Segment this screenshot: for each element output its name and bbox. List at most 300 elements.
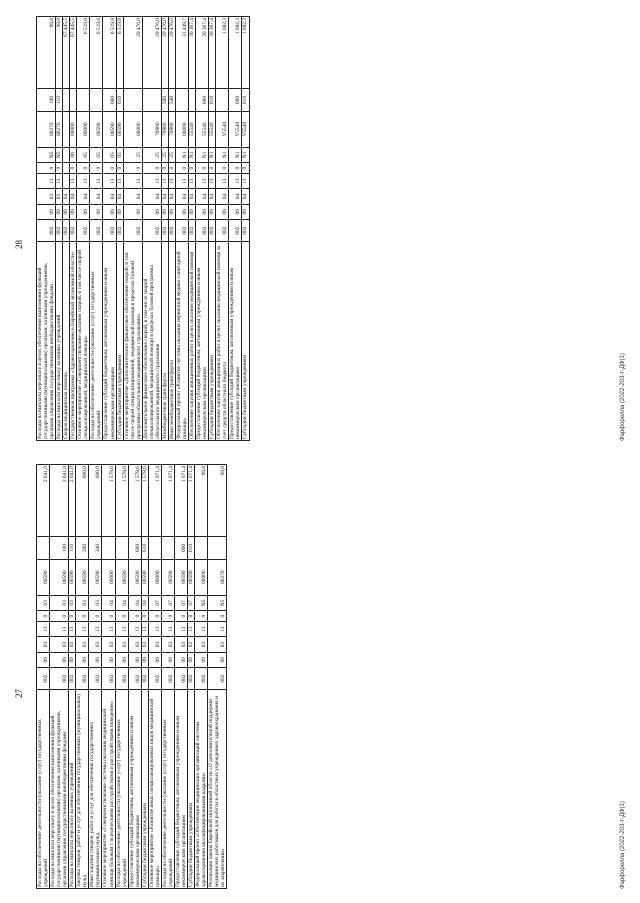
table-row — [189, 17, 196, 441]
admin-code: 002 — [189, 219, 196, 241]
subsection-code: 03 — [37, 637, 50, 652]
expense-type-code: 110 — [56, 89, 63, 111]
row-name: Федеральный проект «Обеспечение медицинских организаций системы здравоохранения квалифицированными кадрами» — [195, 690, 208, 889]
expense-type-code — [148, 537, 161, 559]
event-code: 04 — [141, 595, 148, 610]
subprogram-code: 0 — [50, 611, 69, 622]
subprogram-code: 0 — [77, 163, 90, 174]
program-code: 13 — [50, 622, 69, 637]
program-code: 13 — [161, 622, 174, 637]
row-name: Предоставление субсидий бюджетным, автономным учреждениям и иным некоммерческим организациям — [196, 242, 209, 441]
subprogram-code: 0 — [76, 611, 89, 622]
table-row — [209, 17, 216, 441]
expense-type-code — [70, 89, 77, 111]
subsection-code: 03 — [188, 637, 195, 652]
subprogram-code: 0 — [128, 611, 141, 622]
subsection-code: 04 — [168, 189, 175, 204]
admin-code: 002 — [37, 667, 50, 689]
section-code: 09 — [37, 204, 56, 219]
subprogram-code: 0 — [69, 611, 76, 622]
event-code: N1 — [209, 147, 216, 162]
row-name: Дополнительное финансовое обеспечение скорой, в том числе скорой специализированной, медицинской помощи в пределах базовой программы обязательного медицинского страхования — [142, 242, 161, 441]
program-code: 13 — [174, 622, 187, 637]
section-code: 09 — [89, 652, 102, 667]
direction-code: 00000 — [123, 111, 142, 147]
amount: 2 641,0 — [37, 465, 50, 537]
row-name: Расходы на обеспечение деятельности (оказание услуг) государственных учреждений — [161, 690, 174, 889]
event-code: 25 — [142, 147, 161, 162]
row-name: Предоставление субсидий бюджетным, автономным учреждениям и иным некоммерческим организациям — [103, 242, 116, 441]
section-code: 09 — [116, 204, 123, 219]
expense-type-code — [77, 89, 90, 111]
expense-type-code — [161, 537, 174, 559]
row-name: Предоставление субсидий бюджетным, автономным учреждениям и иным некоммерческим организациям — [229, 242, 242, 441]
table-row — [115, 465, 128, 889]
program-code: 13 — [115, 622, 128, 637]
admin-code: 002 — [123, 219, 142, 241]
program-code: 13 — [77, 174, 90, 189]
event-code: N1 — [175, 147, 188, 162]
subprogram-code: 0 — [103, 163, 116, 174]
expense-type-code: 600 — [196, 89, 209, 111]
admin-code: 002 — [175, 219, 188, 241]
table-row — [195, 465, 208, 889]
event-code: N1 — [196, 147, 209, 162]
subprogram-code: 0 — [141, 611, 148, 622]
subprogram-code: 0 — [102, 611, 115, 622]
row-name: Иные межбюджетные трансферты — [168, 242, 175, 441]
program-code: 13 — [216, 174, 229, 189]
program-code: 13 — [168, 174, 175, 189]
table-row — [142, 17, 161, 441]
direction-code: 00590 — [116, 111, 123, 147]
subprogram-code — [63, 163, 70, 174]
event-code: N5 — [208, 595, 227, 610]
expense-type-code — [90, 89, 103, 111]
program-code: 13 — [116, 174, 123, 189]
amount: 1 082,3 — [229, 17, 242, 89]
program-code: 13 — [76, 622, 89, 637]
expense-type-code: 610 — [242, 89, 249, 111]
admin-code: 002 — [115, 667, 128, 689]
row-name: Скорая медицинская помощь — [63, 242, 70, 441]
event-code: 07 — [174, 595, 187, 610]
section-code: 09 — [77, 204, 90, 219]
table-row — [196, 17, 209, 441]
subprogram-code: 0 — [37, 611, 50, 622]
direction-code: 70960 — [142, 111, 161, 147]
table-row — [229, 17, 242, 441]
admin-code: 002 — [89, 667, 102, 689]
admin-code: 002 — [90, 219, 103, 241]
expense-type-code: 610 — [188, 537, 195, 559]
admin-code: 002 — [216, 219, 229, 241]
table-row — [161, 17, 168, 441]
program-code: 13 — [229, 174, 242, 189]
admin-code: 002 — [229, 219, 242, 241]
direction-code: 00000 — [77, 111, 90, 147]
row-name: Основное мероприятие «Развитие иных специализированных видов медицинской помощи» — [148, 690, 161, 889]
expense-type-code: 600 — [174, 537, 187, 559]
amount: 1 071,4 — [188, 465, 195, 537]
amount: 30 367,4 — [209, 17, 216, 89]
event-code: 05 — [90, 147, 103, 162]
program-code: 13 — [189, 174, 196, 189]
amount: 1 082,3 — [242, 17, 249, 89]
section-code: 09 — [70, 204, 77, 219]
event-code — [63, 147, 70, 162]
table-row — [174, 465, 187, 889]
event-code: 07 — [161, 595, 174, 610]
direction-code: 70960 — [168, 111, 175, 147]
direction-code: 00590 — [103, 111, 116, 147]
program-code: 13 — [37, 622, 50, 637]
amount: 1 578,6 — [141, 465, 148, 537]
program-code: 13 — [103, 174, 116, 189]
subsection-code: 03 — [102, 637, 115, 652]
admin-code: 002 — [208, 667, 227, 689]
amount: 1 082,3 — [216, 17, 229, 89]
table-row — [148, 465, 161, 889]
amount: 6 519,8 — [116, 17, 123, 89]
subsection-code: 04 — [142, 189, 161, 204]
direction-code: 00590 — [89, 559, 102, 595]
direction-code: 00590 — [161, 559, 174, 595]
expense-type-code: 600 — [103, 89, 116, 111]
direction-code: 86270 — [37, 111, 56, 147]
row-name: Субсидии бюджетным учреждениям — [242, 242, 249, 441]
section-code: 09 — [188, 652, 195, 667]
row-name: Иные закупки товаров, работ и услуг для обеспечения государственных (муниципальных) нужд — [89, 690, 102, 889]
subprogram-code: 0 — [175, 163, 188, 174]
admin-code: 002 — [116, 219, 123, 241]
direction-code: 70960 — [161, 111, 168, 147]
subprogram-code: 0 — [189, 163, 196, 174]
section-code: 09 — [209, 204, 216, 219]
subsection-code: 04 — [175, 189, 188, 204]
event-code: N1 — [229, 147, 242, 162]
subprogram-code: 0 — [37, 163, 56, 174]
program-code: 13 — [128, 622, 141, 637]
admin-code: 002 — [168, 219, 175, 241]
subprogram-code: 0 — [123, 163, 142, 174]
event-code: 05 — [116, 147, 123, 162]
subsection-code: 03 — [161, 637, 174, 652]
table-row — [188, 465, 195, 889]
subsection-code: 03 — [50, 637, 69, 652]
direction-code: 86270 — [208, 559, 227, 595]
subsection-code: 03 — [141, 637, 148, 652]
event-code: 04 — [115, 595, 128, 610]
program-code: 13 — [209, 174, 216, 189]
event-code: 25 — [168, 147, 175, 162]
table-row — [50, 465, 69, 889]
direction-code: 55540 — [196, 111, 209, 147]
direction-code: 00590 — [174, 559, 187, 595]
amount: 30 367,4 — [196, 17, 209, 89]
event-code: N5 — [195, 595, 208, 610]
section-code: 09 — [128, 652, 141, 667]
amount: 1 578,6 — [102, 465, 115, 537]
subsection-code: 04 — [90, 189, 103, 204]
amount: 31 449,7 — [175, 17, 188, 89]
admin-code: 002 — [102, 667, 115, 689]
event-code: 00 — [70, 147, 77, 162]
direction-code: 00590 — [76, 559, 89, 595]
expense-type-code: 110 — [69, 537, 76, 559]
amount: 600,0 — [76, 465, 89, 537]
direction-code: 00000 — [195, 559, 208, 595]
expense-type-code — [123, 89, 142, 111]
section-code: 09 — [103, 204, 116, 219]
subprogram-code: 0 — [161, 163, 168, 174]
section-code: 09 — [195, 652, 208, 667]
admin-code: 002 — [141, 667, 148, 689]
event-code: 03 — [37, 595, 50, 610]
subsection-code: 03 — [174, 637, 187, 652]
section-code: 09 — [90, 204, 103, 219]
section-code: 09 — [196, 204, 209, 219]
section-code: 09 — [141, 652, 148, 667]
amount: 1 071,4 — [174, 465, 187, 537]
section-code: 09 — [76, 652, 89, 667]
subsection-code: 04 — [103, 189, 116, 204]
amount: 600,0 — [89, 465, 102, 537]
admin-code: 002 — [196, 219, 209, 241]
subprogram-code: 0 — [116, 163, 123, 174]
admin-code: 002 — [50, 667, 69, 689]
subprogram-code: 0 — [229, 163, 242, 174]
right-page-number: 28 — [14, 240, 24, 249]
direction-code: 00000 — [102, 559, 115, 595]
program-code: 13 — [102, 622, 115, 637]
row-name: Закупка товаров, работ и услуг для обеспечения государственных (муниципальных) нужд — [76, 690, 89, 889]
subsection-code: 03 — [69, 637, 76, 652]
subsection-code: 03 — [37, 189, 56, 204]
expense-type-code: 610 — [116, 89, 123, 111]
admin-code: 002 — [128, 667, 141, 689]
subsection-code: 04 — [77, 189, 90, 204]
expense-type-code: 600 — [229, 89, 242, 111]
direction-code: V5540 — [229, 111, 242, 147]
direction-code: V5540 — [216, 111, 229, 147]
expense-type-code: 100 — [37, 89, 56, 111]
event-code: 05 — [77, 147, 90, 162]
amount: 6 519,8 — [103, 17, 116, 89]
section-code: 09 — [161, 652, 174, 667]
direction-code: 00590 — [37, 559, 50, 595]
table-row — [89, 465, 102, 889]
table-row — [175, 17, 188, 441]
event-code: N5 — [37, 147, 56, 162]
direction-code: 86270 — [56, 111, 63, 147]
subprogram-code: 0 — [70, 163, 77, 174]
event-code: 07 — [148, 595, 161, 610]
event-code: N1 — [189, 147, 196, 162]
admin-code: 002 — [76, 667, 89, 689]
subsection-code: 04 — [196, 189, 209, 204]
subprogram-code: 0 — [142, 163, 161, 174]
section-code: 09 — [142, 204, 161, 219]
expense-type-code: 610 — [141, 537, 148, 559]
row-name: Расходы на обеспечение деятельности (оказание услуг) государственных учреждений — [37, 690, 50, 889]
row-name: Основное мероприятие «Дополнительное финансовое обеспечение скорой, в том числе скорой специализированной, медицинской помощи в пределах базовой программы обязательного медицинского страхования» — [123, 242, 142, 441]
subsection-code: 04 — [189, 189, 196, 204]
table-row — [208, 465, 227, 889]
amount: 1 578,6 — [128, 465, 141, 537]
direction-code: 00590 — [69, 559, 76, 595]
table-row — [141, 465, 148, 889]
row-name: Реализация закона Еврейской автономной области «О дополнительной поддержке медицинских работников для работы в областных учреждениях здравоохранения и их закреплении» — [208, 690, 227, 889]
amount: 29 476,0 — [168, 17, 175, 89]
section-code: 09 — [174, 652, 187, 667]
table-row — [69, 465, 76, 889]
subprogram-code: 0 — [115, 611, 128, 622]
left-page-number: 27 — [14, 689, 24, 698]
table-row — [116, 17, 123, 441]
program-code — [63, 174, 70, 189]
table-row — [63, 17, 70, 441]
admin-code: 002 — [209, 219, 216, 241]
amount: 29 476,0 — [123, 17, 142, 89]
table-row — [216, 17, 229, 441]
section-code: 09 — [208, 652, 227, 667]
section-code: 09 — [69, 652, 76, 667]
subprogram-code: 0 — [168, 163, 175, 174]
expense-type-code: 200 — [76, 537, 89, 559]
subprogram-code: 0 — [90, 163, 103, 174]
expense-type-code: 100 — [50, 537, 69, 559]
event-code: 04 — [102, 595, 115, 610]
row-name: Обеспечение закупки авиационных работ в целях оказания медицинской помощи за счет средств областного бюджета — [216, 242, 229, 441]
program-code: 13 — [70, 174, 77, 189]
amount: 1 071,4 — [161, 465, 174, 537]
program-code: 13 — [142, 174, 161, 189]
event-code: N1 — [242, 147, 249, 162]
row-name: Обеспечение закупки авиационных работ в целях оказания медицинской помощи — [189, 242, 196, 441]
row-name: Расходы на обеспечение деятельности (оказание услуг) государственных учреждений — [115, 690, 128, 889]
program-code: 13 — [141, 622, 148, 637]
section-code: 09 — [102, 652, 115, 667]
program-code: 13 — [89, 622, 102, 637]
admin-code: 002 — [161, 667, 174, 689]
section-code: 09 — [148, 652, 161, 667]
section-code: 09 — [123, 204, 142, 219]
subprogram-code: 0 — [161, 611, 174, 622]
event-code: 07 — [188, 595, 195, 610]
row-name: Основное мероприятие «Совершенствование системы оказания медицинской помощи больным с психическими расстройствами и расстройствами поведения» — [102, 690, 115, 889]
program-code: 13 — [195, 622, 208, 637]
subsection-code: 04 — [116, 189, 123, 204]
expense-type-code — [142, 89, 161, 111]
subprogram-code: 0 — [209, 163, 216, 174]
table-row — [37, 465, 50, 889]
table-row — [103, 17, 116, 441]
direction-code: V5540 — [242, 111, 249, 147]
table-row — [102, 465, 115, 889]
section-code: 09 — [115, 652, 128, 667]
event-code: 04 — [128, 595, 141, 610]
event-code: 03 — [50, 595, 69, 610]
amount: 29 476,0 — [161, 17, 168, 89]
row-name: Расходы на обеспечение деятельности (оказание услуг) государственных учреждений — [90, 242, 103, 441]
row-name: Основное мероприятие «Совершенствование оказания скорой, в том числе скорой специализированной, медицинской помощи» — [77, 242, 90, 441]
section-code: 09 — [161, 204, 168, 219]
admin-code: 002 — [56, 219, 63, 241]
right-page-table — [36, 16, 250, 441]
subsection-code: 04 — [63, 189, 70, 204]
row-name: Субсидии бюджетным учреждениям — [141, 690, 148, 889]
expense-type-code — [208, 537, 227, 559]
direction-code — [63, 111, 70, 147]
subsection-code: 04 — [209, 189, 216, 204]
event-code: 25 — [161, 147, 168, 162]
direction-code: 00590 — [90, 111, 103, 147]
expense-type-code — [102, 537, 115, 559]
subprogram-code: 0 — [242, 163, 249, 174]
admin-code: 002 — [174, 667, 187, 689]
subsection-code: 03 — [208, 637, 227, 652]
amount: 98,8 — [37, 17, 56, 89]
amount: 6 519,8 — [90, 17, 103, 89]
row-name: Субсидии бюджетным учреждениям — [209, 242, 216, 441]
admin-code: 002 — [37, 219, 56, 241]
program-code: 13 — [242, 174, 249, 189]
admin-code: 002 — [195, 667, 208, 689]
admin-code: 002 — [69, 667, 76, 689]
section-code: 09 — [50, 652, 69, 667]
amount: 67 445,5 — [63, 17, 70, 89]
admin-code: 002 — [77, 219, 90, 241]
amount: 30 367,4 — [189, 17, 196, 89]
subsection-code: 03 — [89, 637, 102, 652]
admin-code: 002 — [63, 219, 70, 241]
section-code: 09 — [242, 204, 249, 219]
amount: 2 041,0 — [50, 465, 69, 537]
program-code: 13 — [161, 174, 168, 189]
subprogram-code: 0 — [188, 611, 195, 622]
subsection-code: 04 — [70, 189, 77, 204]
row-name: Федеральный проект «Развитие системы оказания первичной медико-санитарной помощи» — [175, 242, 188, 441]
subprogram-code: 0 — [195, 611, 208, 622]
section-code: 09 — [56, 204, 63, 219]
section-code: 09 — [216, 204, 229, 219]
subsection-code: 03 — [76, 637, 89, 652]
table-row — [161, 465, 174, 889]
direction-code: 00590 — [115, 559, 128, 595]
admin-code: 002 — [148, 667, 161, 689]
subsection-code: 03 — [56, 189, 63, 204]
program-code: 13 — [208, 622, 227, 637]
amount: 98,8 — [56, 17, 63, 89]
expense-type-code — [175, 89, 188, 111]
right-page-footer: Фарфорелла (2022-203-т-ДФ(1) — [620, 353, 626, 441]
row-name: Государственная программа «Здравоохранение в Еврейской автономной области» — [70, 242, 77, 441]
section-code: 09 — [229, 204, 242, 219]
section-code: 09 — [175, 204, 188, 219]
row-name: Предоставление субсидий бюджетным, автономным учреждениям и иным некоммерческим организациям — [174, 690, 187, 889]
table-row — [37, 17, 56, 441]
program-code: 13 — [148, 622, 161, 637]
program-code: 13 — [123, 174, 142, 189]
table-row — [90, 17, 103, 441]
subprogram-code: 0 — [148, 611, 161, 622]
event-code: 05 — [103, 147, 116, 162]
subsection-code: 03 — [115, 637, 128, 652]
row-name: Предоставление субсидий бюджетным, автономным учреждениям и иным некоммерческим организациям — [128, 690, 141, 889]
expense-type-code: 240 — [89, 537, 102, 559]
subsection-code: 03 — [128, 637, 141, 652]
